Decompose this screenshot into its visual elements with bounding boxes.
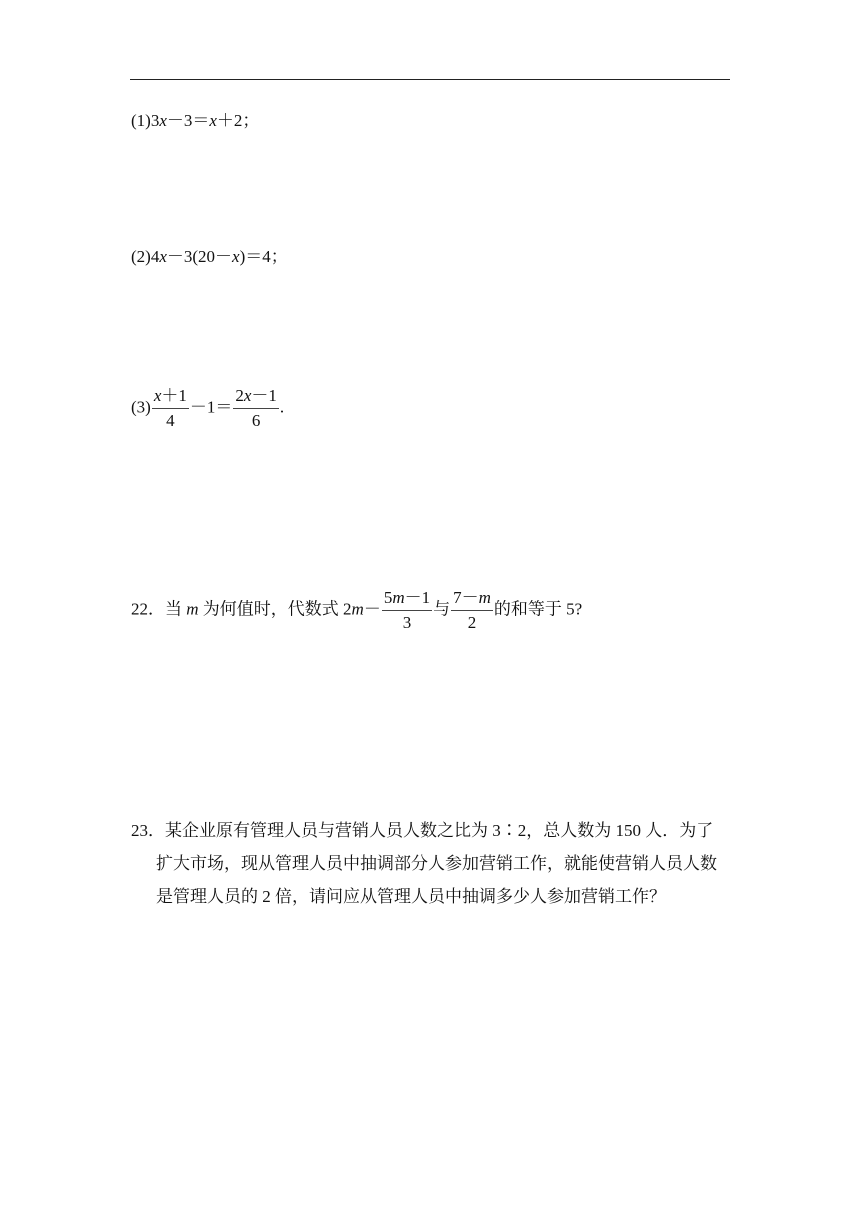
q22-fraction-1 <box>382 588 432 633</box>
eq2-var-x2: x <box>232 247 240 266</box>
eq3-prefix: (3) <box>131 397 151 417</box>
eq2-prefix: (2)4 <box>131 247 160 266</box>
q22-text-a: 22．当 <box>131 599 187 619</box>
question-23 <box>131 814 741 913</box>
q23-line-3: 是管理人员的 2 倍，请问应从管理人员中抽调多少人参加营销工作？ <box>156 887 666 906</box>
eq1-var-x2: x <box>209 111 217 130</box>
eq3-fraction-1 <box>152 386 189 431</box>
q22-minus: － <box>363 599 381 619</box>
eq2-var-x: x <box>159 247 167 266</box>
eq3-f2-numerator: 2x－1 <box>233 386 279 409</box>
eq3-f2-denominator: 6 <box>251 411 261 430</box>
eq1-mid: －3＝ <box>166 111 210 130</box>
q23-line-1: 23．某企业原有管理人员与营销人员人数之比为 3∶2，总人数为 150 人．为了 <box>131 821 714 840</box>
eq1-var-x: x <box>159 111 167 130</box>
q22-text-e: 的和等于 5? <box>493 599 583 619</box>
eq3-f1-denominator: 4 <box>166 411 175 430</box>
eq3-fraction-2 <box>233 386 279 431</box>
q22-var-m2: m <box>351 599 364 619</box>
q22-f1-denominator: 3 <box>402 613 412 632</box>
eq2-mid: －3(20－ <box>166 247 233 266</box>
header-rule <box>130 79 730 80</box>
eq1-suffix: ＋2； <box>216 111 260 130</box>
q22-fraction-2 <box>451 588 493 633</box>
q22-text-b: 为何值时，代数式 2 <box>198 599 352 619</box>
eq3-f1-numerator: x＋1 <box>152 386 189 409</box>
eq2-suffix: )＝4； <box>239 247 288 266</box>
q22-f2-denominator: 2 <box>467 613 477 632</box>
eq1-prefix: (1)3 <box>131 111 160 130</box>
q23-line-2: 扩大市场，现从管理人员中抽调部分人参加营销工作，就能使营销人员人数 <box>156 854 717 873</box>
q22-var-m: m <box>186 599 199 619</box>
equation-2 <box>131 246 288 268</box>
equation-3 <box>131 386 284 431</box>
question-22 <box>131 588 582 633</box>
q22-f2-numerator: 7－m <box>451 588 493 611</box>
eq3-suffix: . <box>279 397 285 417</box>
eq3-mid: －1＝ <box>189 397 233 417</box>
equation-1 <box>131 110 259 132</box>
q22-f1-numerator: 5m－1 <box>382 588 432 611</box>
q22-text-d: 与 <box>433 599 451 619</box>
